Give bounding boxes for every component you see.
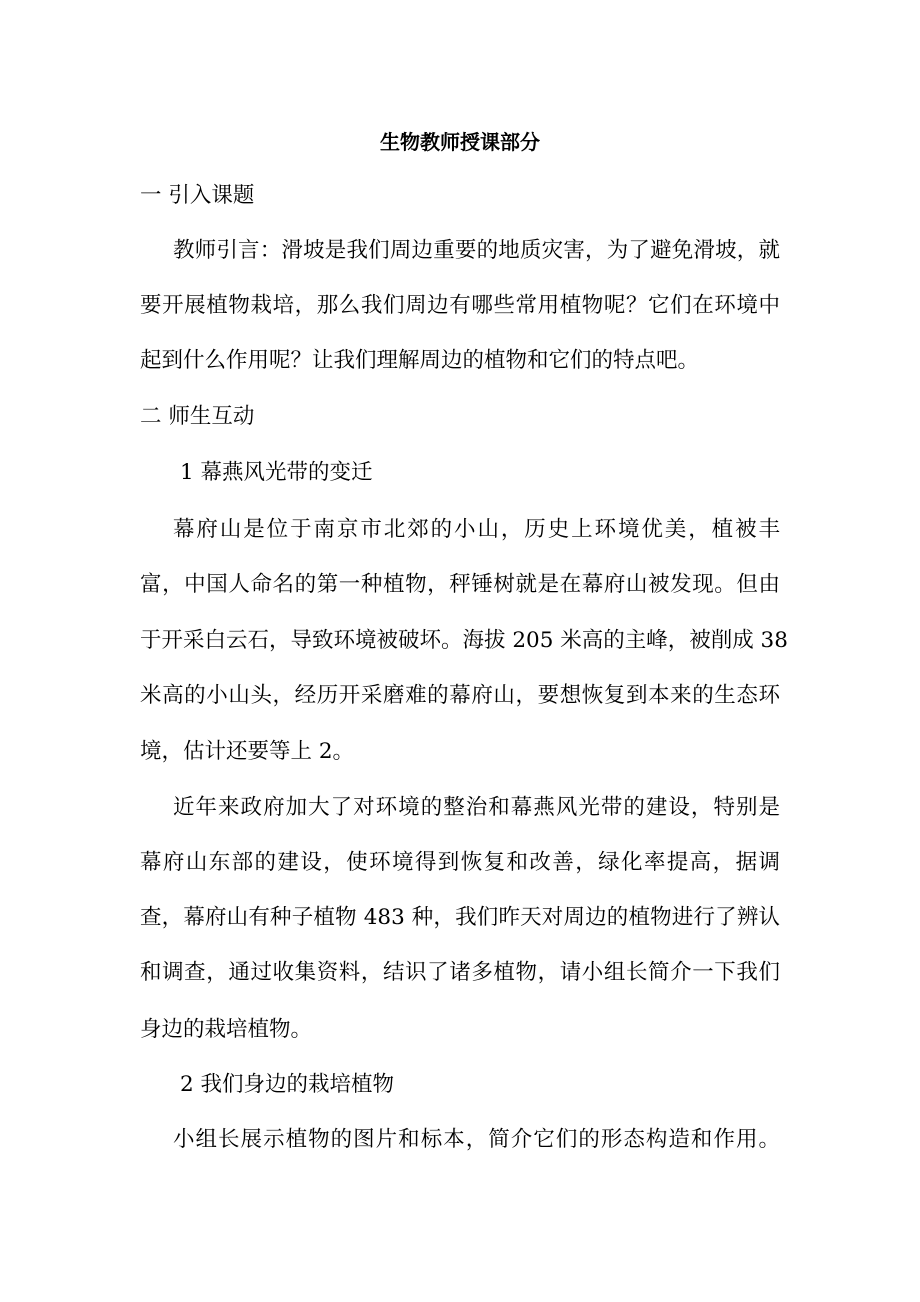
text-line: 小组长展示植物的图片和标本，简介它们的形态构造和作用。 [173, 1127, 780, 1152]
text-line: 近年来政府加大了对环境的整治和幕燕风光带的建设，特别是 [173, 795, 780, 820]
text-line: 1 幕燕风光带的变迁 [180, 460, 373, 485]
text-line: 富，中国人命名的第一种植物，秤锤树就是在幕府山被发现。但由 [140, 572, 780, 597]
text-line: 于开采白云石，导致环境被破坏。海拔 205 米高的主峰，被削成 38 [140, 628, 788, 653]
text-line: 教师引言：滑坡是我们周边重要的地质灾害，为了避免滑坡，就 [173, 238, 780, 263]
text-line: 2 我们身边的栽培植物 [180, 1072, 395, 1097]
text-line: 二 师生互动 [140, 404, 255, 429]
document-title: 生物教师授课部分 [380, 130, 540, 154]
text-line: 和调查，通过收集资料，结识了诸多植物，请小组长简介一下我们 [140, 960, 780, 985]
text-line: 境，估计还要等上 2。 [140, 739, 355, 764]
text-line: 查，幕府山有种子植物 483 种，我们昨天对周边的植物进行了辨认 [140, 905, 780, 930]
text-line: 要开展植物栽培，那么我们周边有哪些常用植物呢？它们在环境中 [140, 293, 780, 318]
text-line: 起到什么作用呢？让我们理解周边的植物和它们的特点吧。 [140, 348, 700, 373]
text-line: 一 引入课题 [140, 183, 255, 208]
text-line: 身边的栽培植物。 [140, 1017, 313, 1042]
text-line: 米高的小山头，经历开采磨难的幕府山，要想恢复到本来的生态环 [140, 683, 780, 708]
text-line: 幕府山是位于南京市北郊的小山，历史上环境优美，植被丰 [173, 517, 780, 542]
text-line: 幕府山东部的建设，使环境得到恢复和改善，绿化率提高，据调 [140, 850, 780, 875]
